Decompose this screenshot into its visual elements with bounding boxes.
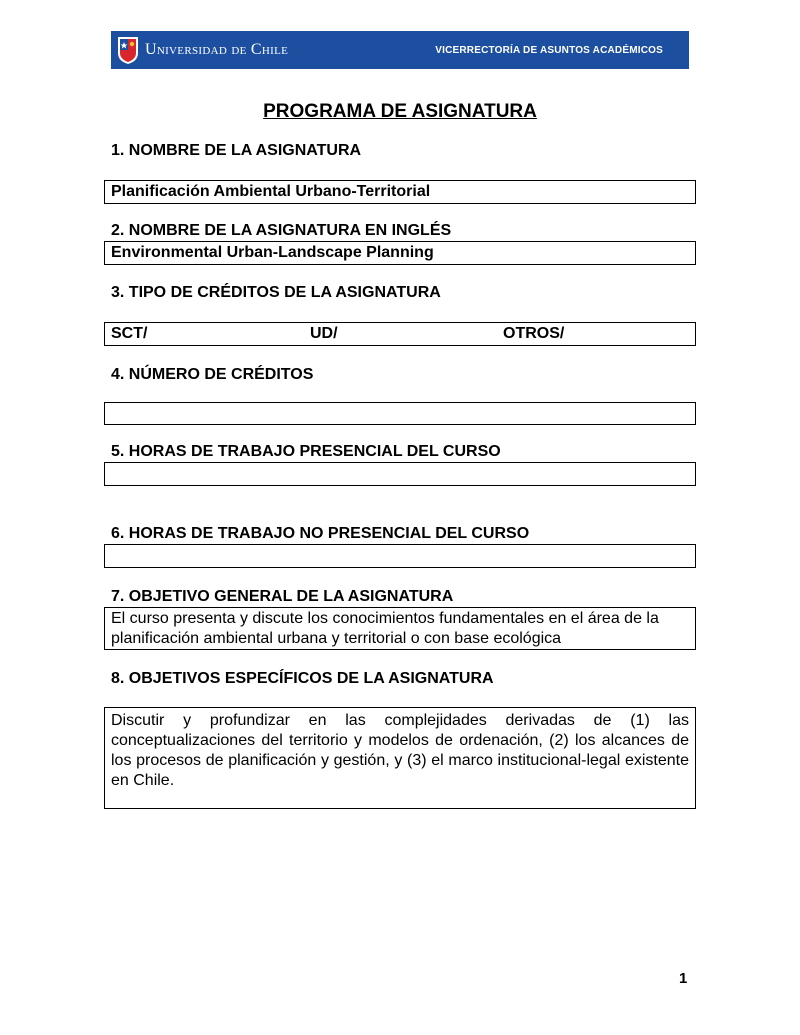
section-8-box <box>104 707 696 809</box>
section-1-box <box>104 180 696 204</box>
section-6-box <box>104 544 696 568</box>
specific-objectives: Discutir y profundizar en las complejidades derivadas de (1) las conceptualizaciones del territorio y modelos de ordenación, (2) los alcances de los procesos de planificación y gestión, y (3) el marco institucional-legal existente en Chile. <box>111 712 689 789</box>
section-8-heading: 8. OBJETIVOS ESPECÍFICOS DE LA ASIGNATURA <box>111 670 494 687</box>
university-logo <box>117 35 288 65</box>
section-7-heading: 7. OBJETIVO GENERAL DE LA ASIGNATURA <box>111 588 454 605</box>
section-4-heading: 4. NÚMERO DE CRÉDITOS <box>111 366 314 383</box>
credit-type-sct: SCT/ <box>111 325 148 342</box>
general-objective: El curso presenta y discute los conocimientos fundamentales en el área de la planificación ambiental urbana y territorial o con base ecológica <box>111 610 659 647</box>
course-name-english: Environmental Urban-Landscape Planning <box>111 244 434 261</box>
vicerrectoria-label: VICERRECTORÍA DE ASUNTOS ACADÉMICOS <box>435 44 663 56</box>
course-name: Planificación Ambiental Urbano-Territorial <box>111 183 431 200</box>
section-2-heading: 2. NOMBRE DE LA ASIGNATURA EN INGLÉS <box>111 222 452 239</box>
credit-type-ud: UD/ <box>310 325 338 342</box>
university-crest-icon <box>117 35 139 65</box>
page-title: PROGRAMA DE ASIGNATURA <box>263 101 537 122</box>
section-2-box <box>104 241 696 265</box>
page-number: 1 <box>679 970 688 987</box>
credit-type-otros: OTROS/ <box>503 325 565 342</box>
header-banner <box>111 31 689 69</box>
section-5-box <box>104 462 696 486</box>
section-7-box <box>104 607 696 650</box>
section-3-heading: 3. TIPO DE CRÉDITOS DE LA ASIGNATURA <box>111 284 441 301</box>
section-5-heading: 5. HORAS DE TRABAJO PRESENCIAL DEL CURSO <box>111 443 501 460</box>
section-3-box <box>104 322 696 346</box>
section-6-heading: 6. HORAS DE TRABAJO NO PRESENCIAL DEL CURSO <box>111 525 530 542</box>
section-4-box <box>104 402 696 425</box>
section-1-heading: 1. NOMBRE DE LA ASIGNATURA <box>111 142 362 159</box>
university-name: Universidad de Chile <box>145 41 289 58</box>
